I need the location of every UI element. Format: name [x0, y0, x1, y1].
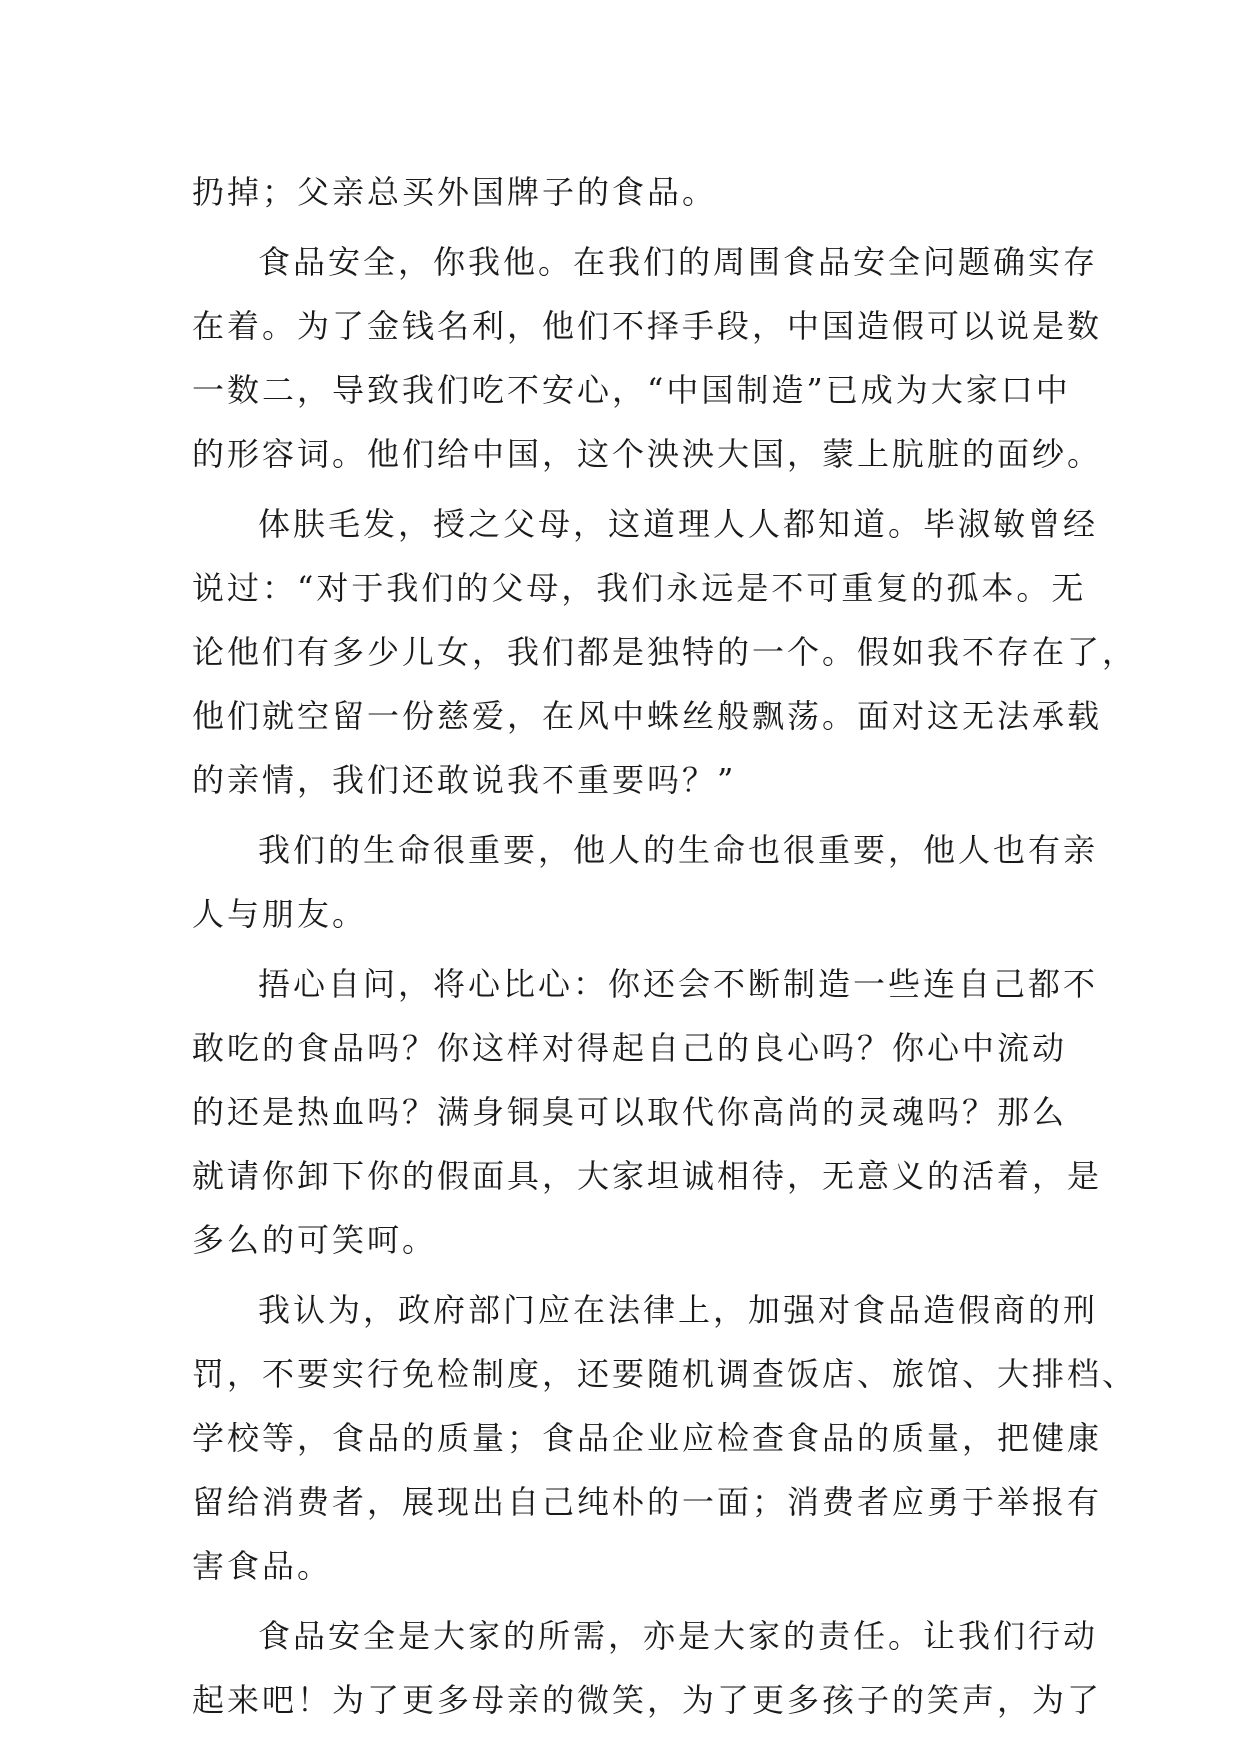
paragraph-first-line: 体肤毛发，授之父母，这道理人人都知道。毕淑敏曾经 — [258, 505, 1099, 543]
text-line: 的亲情，我们还敢说我不重要吗？” — [192, 761, 737, 799]
text-line: 的形容词。他们给中国，这个泱泱大国，蒙上肮脏的面纱。 — [192, 435, 1103, 473]
text-line: 人与朋友。 — [192, 895, 368, 933]
paragraph-first-line: 食品安全是大家的所需，亦是大家的责任。让我们行动 — [258, 1617, 1099, 1655]
paragraph-first-line: 我认为，政府部门应在法律上，加强对食品造假商的刑 — [258, 1291, 1099, 1329]
text-line: 他们就空留一份慈爱，在风中蛛丝般飘荡。面对这无法承载 — [192, 697, 1103, 735]
text-line: 留给消费者，展现出自己纯朴的一面；消费者应勇于举报有 — [192, 1483, 1103, 1521]
text-line: 起来吧！为了更多母亲的微笑，为了更多孩子的笑声，为了 — [192, 1681, 1103, 1719]
text-line: 扔掉；父亲总买外国牌子的食品。 — [192, 173, 718, 211]
paragraph-first-line: 捂心自问，将心比心：你还会不断制造一些连自己都不 — [258, 965, 1099, 1003]
text-line: 害食品。 — [192, 1547, 333, 1585]
text-line: 敢吃的食品吗？你这样对得起自己的良心吗？你心中流动 — [192, 1029, 1068, 1067]
document-body — [192, 160, 1138, 1732]
paragraph-first-line: 食品安全，你我他。在我们的周围食品安全问题确实存 — [258, 243, 1099, 281]
text-line: 多么的可笑呵。 — [192, 1221, 438, 1259]
text-line: 说过：“对于我们的父母，我们永远是不可重复的孤本。无 — [192, 569, 1087, 607]
text-line: 学校等，食品的质量；食品企业应检查食品的质量，把健康 — [192, 1419, 1103, 1457]
paragraph-first-line: 我们的生命很重要，他人的生命也很重要，他人也有亲 — [258, 831, 1099, 869]
text-line: 在着。为了金钱名利，他们不择手段，中国造假可以说是数 — [192, 307, 1103, 345]
text-line: 论他们有多少儿女，我们都是独特的一个。假如我不存在了， — [192, 633, 1138, 671]
text-line: 罚，不要实行免检制度，还要随机调查饭店、旅馆、大排档、 — [192, 1355, 1138, 1393]
text-line: 的还是热血吗？满身铜臭可以取代你高尚的灵魂吗？那么 — [192, 1093, 1068, 1131]
text-line: 就请你卸下你的假面具，大家坦诚相待，无意义的活着，是 — [192, 1157, 1103, 1195]
text-line: 一数二，导致我们吃不安心，“中国制造”已成为大家口中 — [192, 371, 1071, 409]
